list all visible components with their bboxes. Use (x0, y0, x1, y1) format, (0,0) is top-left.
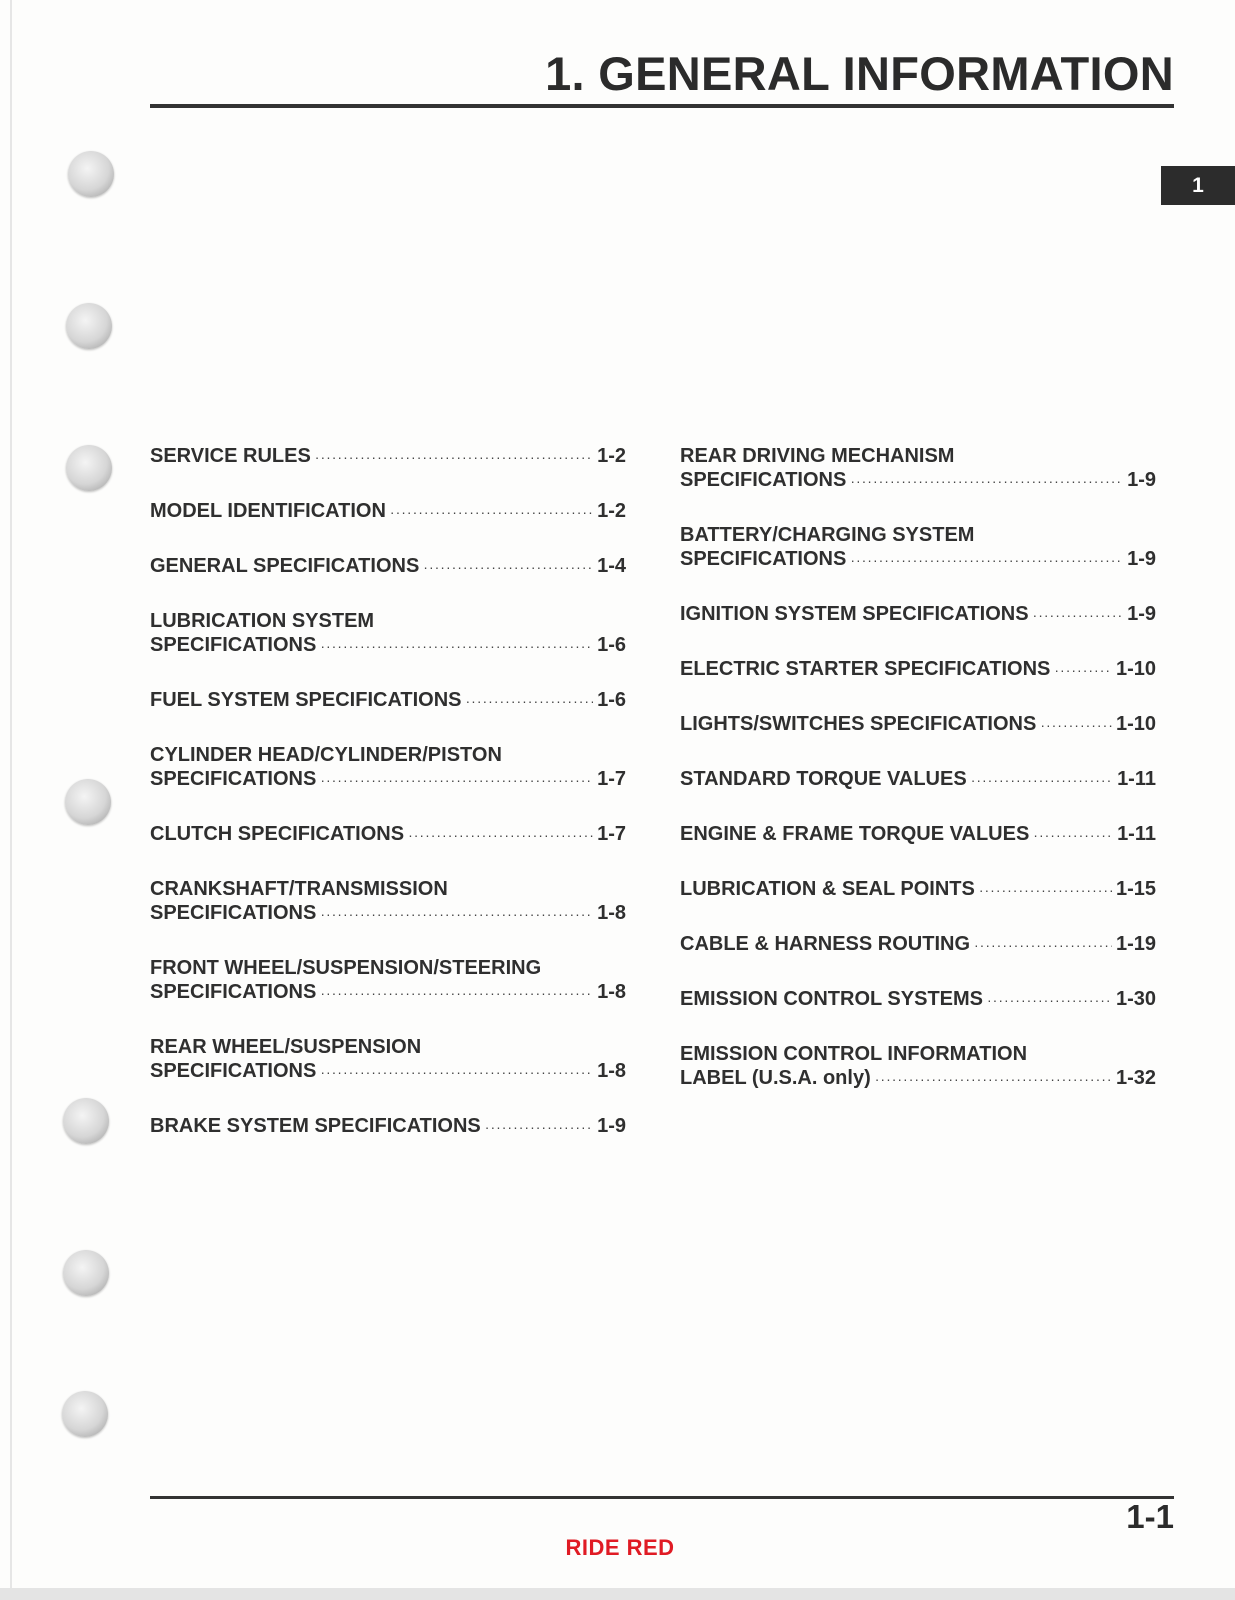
binder-hole (66, 303, 112, 349)
toc-entry-label: STANDARD TORQUE VALUES (680, 768, 967, 790)
toc-entry-line1: LUBRICATION SYSTEM (150, 610, 375, 632)
toc-entry-line1: BATTERY/CHARGING SYSTEM (680, 524, 975, 546)
section-tab: 1 (1161, 166, 1235, 205)
toc-entry-label: FUEL SYSTEM SPECIFICATIONS (150, 689, 462, 711)
toc-entry-general-specifications[interactable] (150, 554, 626, 579)
dot-leader (466, 689, 594, 713)
toc-entry-label: SPECIFICATIONS (680, 548, 847, 570)
binder-hole (65, 779, 111, 825)
dot-leader (320, 768, 593, 792)
toc-entry-rear-wheel[interactable] (150, 1035, 626, 1084)
toc-entry-label: CLUTCH SPECIFICATIONS (150, 823, 405, 845)
dot-leader (1040, 713, 1112, 737)
binder-hole (63, 1250, 109, 1296)
toc-entry-label: IGNITION SYSTEM SPECIFICATIONS (680, 603, 1029, 625)
toc-entry-line1: CRANKSHAFT/TRANSMISSION (150, 878, 448, 900)
toc-entry-page: 1-8 (597, 902, 626, 924)
toc-entry-page: 1-9 (597, 1115, 626, 1137)
toc-entry-page: 1-9 (1127, 603, 1156, 625)
toc-entry-label: SPECIFICATIONS (680, 469, 847, 491)
toc-entry-crankshaft-transmission[interactable] (150, 877, 626, 926)
toc-entry-page: 1-2 (597, 500, 626, 522)
toc-entry-label: LIGHTS/SWITCHES SPECIFICATIONS (680, 713, 1037, 735)
toc-entry-model-identification[interactable] (150, 499, 626, 524)
toc-entry-label: SPECIFICATIONS (150, 1060, 317, 1082)
toc-entry-page: 1-9 (1127, 469, 1156, 491)
binder-hole (62, 1391, 108, 1437)
dot-leader (1033, 603, 1124, 627)
toc-entry-cable-harness[interactable] (680, 932, 1156, 957)
dot-leader (423, 555, 593, 579)
toc-entry-label: SPECIFICATIONS (150, 981, 317, 1003)
binder-hole (63, 1098, 109, 1144)
toc-entry-page: 1-32 (1115, 1067, 1156, 1089)
binder-hole (66, 445, 112, 491)
toc-entry-page: 1-19 (1115, 933, 1156, 955)
dot-leader (979, 878, 1112, 902)
page-left-edge (10, 0, 12, 1600)
toc-entry-line1: EMISSION CONTROL INFORMATION (680, 1043, 1028, 1065)
footer-brand-logo: RIDE RED (565, 1535, 675, 1560)
toc-entry-page: 1-8 (597, 1060, 626, 1082)
toc-entry-electric-starter[interactable] (680, 657, 1156, 682)
toc-entry-label: CABLE & HARNESS ROUTING (680, 933, 971, 955)
toc-entry-label: EMISSION CONTROL SYSTEMS (680, 988, 983, 1010)
toc-entry-lubrication-system[interactable] (150, 609, 626, 658)
toc-entry-label: MODEL IDENTIFICATION (150, 500, 386, 522)
toc-entry-label: LUBRICATION & SEAL POINTS (680, 878, 975, 900)
toc-entry-page: 1-7 (597, 823, 626, 845)
toc-entry-lubrication-seal[interactable] (680, 877, 1156, 902)
dot-leader (850, 548, 1123, 572)
dot-leader (320, 634, 593, 658)
dot-leader (408, 823, 593, 847)
toc-entry-rear-driving-mechanism[interactable] (680, 444, 1156, 493)
dot-leader (320, 1060, 593, 1084)
toc-entry-label: LABEL (U.S.A. only) (680, 1067, 871, 1089)
dot-leader (485, 1115, 593, 1139)
dot-leader (320, 902, 593, 926)
toc-entry-label: BRAKE SYSTEM SPECIFICATIONS (150, 1115, 481, 1137)
toc-entry-page: 1-10 (1115, 658, 1156, 680)
dot-leader (971, 768, 1113, 792)
dot-leader (974, 933, 1112, 957)
toc-entry-page: 1-15 (1115, 878, 1156, 900)
toc-entry-emission-control-systems[interactable] (680, 987, 1156, 1012)
toc-entry-battery-charging[interactable] (680, 523, 1156, 572)
toc-entry-page: 1-10 (1115, 713, 1156, 735)
toc-entry-label: ELECTRIC STARTER SPECIFICATIONS (680, 658, 1051, 680)
page-bottom-edge (0, 1588, 1235, 1600)
toc-entry-label: SPECIFICATIONS (150, 634, 317, 656)
toc-entry-label: SPECIFICATIONS (150, 902, 317, 924)
dot-leader (875, 1067, 1112, 1091)
toc-entry-engine-frame-torque[interactable] (680, 822, 1156, 847)
toc-entry-page: 1-2 (597, 445, 626, 467)
toc-entry-page: 1-30 (1115, 988, 1156, 1010)
toc-entry-page: 1-6 (597, 634, 626, 656)
toc-entry-front-wheel[interactable] (150, 956, 626, 1005)
header-rule (150, 104, 1174, 108)
dot-leader (850, 469, 1123, 493)
toc-entry-ignition-system[interactable] (680, 602, 1156, 627)
toc-entry-line1: FRONT WHEEL/SUSPENSION/STEERING (150, 957, 542, 979)
page-number: 1-1 (1126, 1498, 1174, 1535)
toc-entry-page: 1-4 (597, 555, 626, 577)
toc-entry-clutch[interactable] (150, 822, 626, 847)
toc-entry-line1: REAR WHEEL/SUSPENSION (150, 1036, 422, 1058)
dot-leader (1033, 823, 1113, 847)
toc-entry-fuel-system[interactable] (150, 688, 626, 713)
toc-entry-page: 1-9 (1127, 548, 1156, 570)
toc-entry-line1: REAR DRIVING MECHANISM (680, 445, 955, 467)
dot-leader (987, 988, 1112, 1012)
toc-entry-page: 1-7 (597, 768, 626, 790)
toc-entry-page: 1-8 (597, 981, 626, 1003)
toc-entry-lights-switches[interactable] (680, 712, 1156, 737)
toc-entry-line1: CYLINDER HEAD/CYLINDER/PISTON (150, 744, 502, 766)
chapter-title: 1. GENERAL INFORMATION (545, 47, 1174, 100)
toc-entry-page: 1-6 (597, 689, 626, 711)
toc-entry-label: GENERAL SPECIFICATIONS (150, 555, 420, 577)
dot-leader (1054, 658, 1112, 682)
footer-rule (150, 1496, 1174, 1499)
toc-entry-label: SERVICE RULES (150, 445, 311, 467)
dot-leader (320, 981, 593, 1005)
toc-entry-brake-system[interactable] (150, 1114, 626, 1139)
toc-entry-page: 1-11 (1117, 768, 1156, 790)
toc-entry-emission-control-label[interactable] (680, 1042, 1156, 1091)
toc-entry-page: 1-11 (1117, 823, 1156, 845)
dot-leader (315, 445, 593, 469)
dot-leader (390, 500, 593, 524)
toc-entry-cylinder-head[interactable] (150, 743, 626, 792)
binder-hole (68, 151, 114, 197)
toc-entry-label: ENGINE & FRAME TORQUE VALUES (680, 823, 1030, 845)
toc-entry-standard-torque[interactable] (680, 767, 1156, 792)
toc-entry-label: SPECIFICATIONS (150, 768, 317, 790)
toc-entry-service-rules[interactable] (150, 444, 626, 469)
